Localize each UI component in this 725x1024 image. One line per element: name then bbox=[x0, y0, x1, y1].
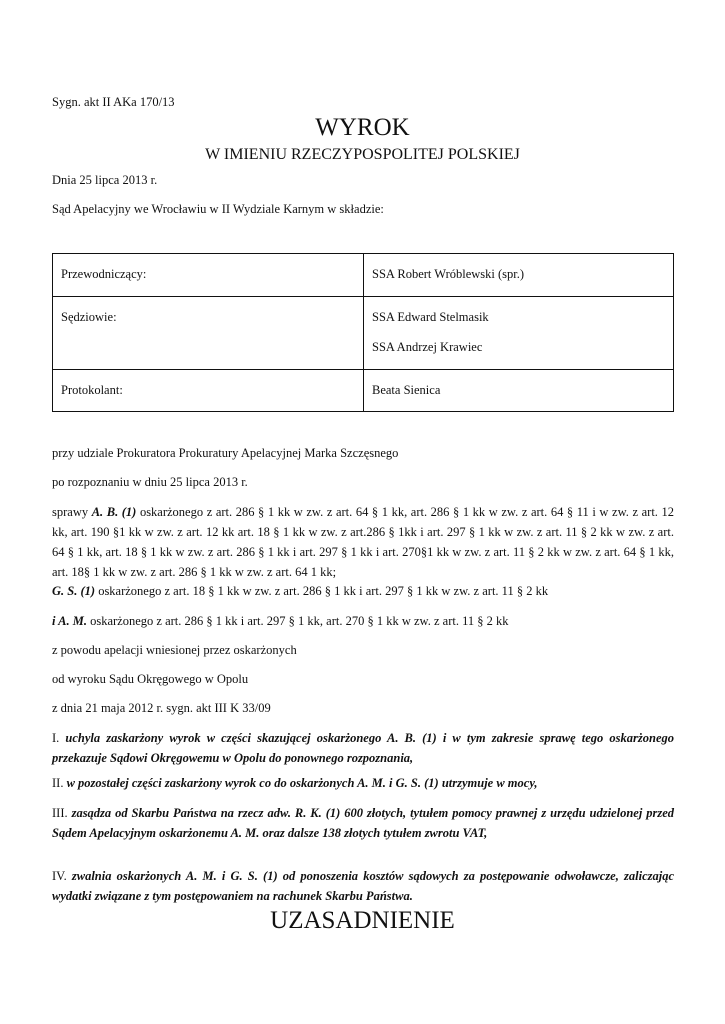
hearing-line: po rozpoznaniu w dniu 25 lipca 2013 r. bbox=[52, 475, 248, 489]
ruling-point-1 bbox=[52, 728, 674, 768]
judgment-date: Dnia 25 lipca 2013 r. bbox=[52, 173, 158, 187]
clerk-label: Protokolant: bbox=[53, 370, 364, 412]
charges-ab bbox=[52, 502, 674, 582]
judges-label: Sędziowie: bbox=[53, 297, 364, 370]
charges-am bbox=[52, 611, 674, 631]
chair-label: Przewodniczący: bbox=[53, 254, 364, 297]
charges-gs bbox=[52, 581, 674, 601]
appealed-judgment-line: od wyroku Sądu Okręgowego w Opolu bbox=[52, 672, 249, 686]
judges-value bbox=[364, 297, 674, 370]
court-composition-intro: Sąd Apelacyjny we Wrocławiu w II Wydziale Karnym w składzie: bbox=[52, 202, 384, 216]
appealed-judgment-date: z dnia 21 maja 2012 r. sygn. akt III K 33/09 bbox=[52, 701, 271, 715]
document-title: WYROK bbox=[315, 114, 410, 141]
ruling-point-4-text: zwalnia oskarżonych A. M. i G. S. (1) od ponoszenia kosztów sądowych za postępowanie odwoławcze, zaliczając wydatki związane z tym postępowaniem na rachunek Skarbu Państwa. bbox=[52, 869, 674, 903]
ruling-point-2-num: II. bbox=[52, 776, 64, 790]
ruling-point-2 bbox=[52, 773, 674, 793]
ruling-point-1-text: uchyla zaskarżony wyrok w części skazującej oskarżonego A. B. (1) i w tym zakresie sprawę tego oskarżonego przekazuje Sądowi Okręgowemu w Opolu do ponownego rozpoznania, bbox=[52, 731, 674, 765]
defendant-gs-name: G. S. (1) bbox=[52, 584, 96, 598]
judge-2: SSA Andrzej Krawiec bbox=[372, 340, 483, 354]
charges-am-text: oskarżonego z art. 286 § 1 kk i art. 297 § 1 kk, art. 270 § 1 kk w zw. z art. 11 § 2 kk bbox=[86, 614, 509, 628]
ruling-point-3-num: III. bbox=[52, 806, 68, 820]
ruling-point-4-num: IV. bbox=[52, 869, 67, 883]
judge-1: SSA Edward Stelmasik bbox=[372, 310, 489, 324]
ruling-point-4 bbox=[52, 866, 674, 906]
panel-row-clerk bbox=[53, 370, 674, 412]
appeal-line: z powodu apelacji wniesionej przez oskarżonych bbox=[52, 643, 297, 657]
defendant-ab-name: A. B. (1) bbox=[91, 505, 137, 519]
charges-gs-text: oskarżonego z art. 18 § 1 kk w zw. z art. 286 § 1 kk i art. 297 § 1 kk w zw. z art. 11 § 2 kk bbox=[95, 584, 549, 598]
court-panel-table bbox=[52, 253, 674, 412]
panel-row-chair bbox=[53, 254, 674, 297]
clerk-value: Beata Sienica bbox=[364, 370, 674, 412]
panel-row-judges bbox=[53, 297, 674, 370]
ruling-point-2-text: w pozostałej części zaskarżony wyrok co do oskarżonych A. M. i G. S. (1) utrzymuje w mocy, bbox=[66, 776, 538, 790]
ruling-point-1-num: I. bbox=[52, 731, 60, 745]
charges-ab-text: oskarżonego z art. 286 § 1 kk w zw. z art. 64 § 1 kk, art. 286 § 1 kk w zw. z art. 64 § 11 i w zw. z art. 12 kk, art. 190 §1 kk w zw. z art. 12 kk art. 18 § 1 kk w zw. z art.286 § 1kk i art. 297 § 1 kk w zw. z art. 11 § 2 kk w zw. z art. 64 § 1 kk, art. 18 § 1 kk w zw. z art. 286 § 1 kk i art. 297 § 1 kk i art. 270§1 kk w zw. z art. 11 § 2 kk w zw. z art. 64 § 1 kk, art. 18§ 1 kk w zw. z art. 286 § 1 kk w zw. z art. 64 1 kk; bbox=[52, 505, 675, 579]
defendant-am-name: i A. M. bbox=[52, 614, 87, 628]
prosecutor-line: przy udziale Prokuratora Prokuratury Apelacyjnej Marka Szczęsnego bbox=[52, 446, 399, 460]
ruling-point-3 bbox=[52, 803, 674, 843]
charges-ab-prefix: sprawy bbox=[52, 505, 92, 519]
chair-value: SSA Robert Wróblewski (spr.) bbox=[364, 254, 674, 297]
ruling-point-3-text: zasądza od Skarbu Państwa na rzecz adw. R. K. (1) 600 złotych, tytułem pomocy prawnej z urzędu udzielonej przed Sądem Apelacyjnym oskarżonemu A. M. oraz dalsze 138 złotych tytułem zwrotu VAT, bbox=[52, 806, 675, 840]
document-subtitle: W IMIENIU RZECZYPOSPOLITEJ POLSKIEJ bbox=[205, 146, 520, 163]
justification-heading: UZASADNIENIE bbox=[270, 907, 455, 934]
case-signature: Sygn. akt II AKa 170/13 bbox=[52, 95, 175, 109]
